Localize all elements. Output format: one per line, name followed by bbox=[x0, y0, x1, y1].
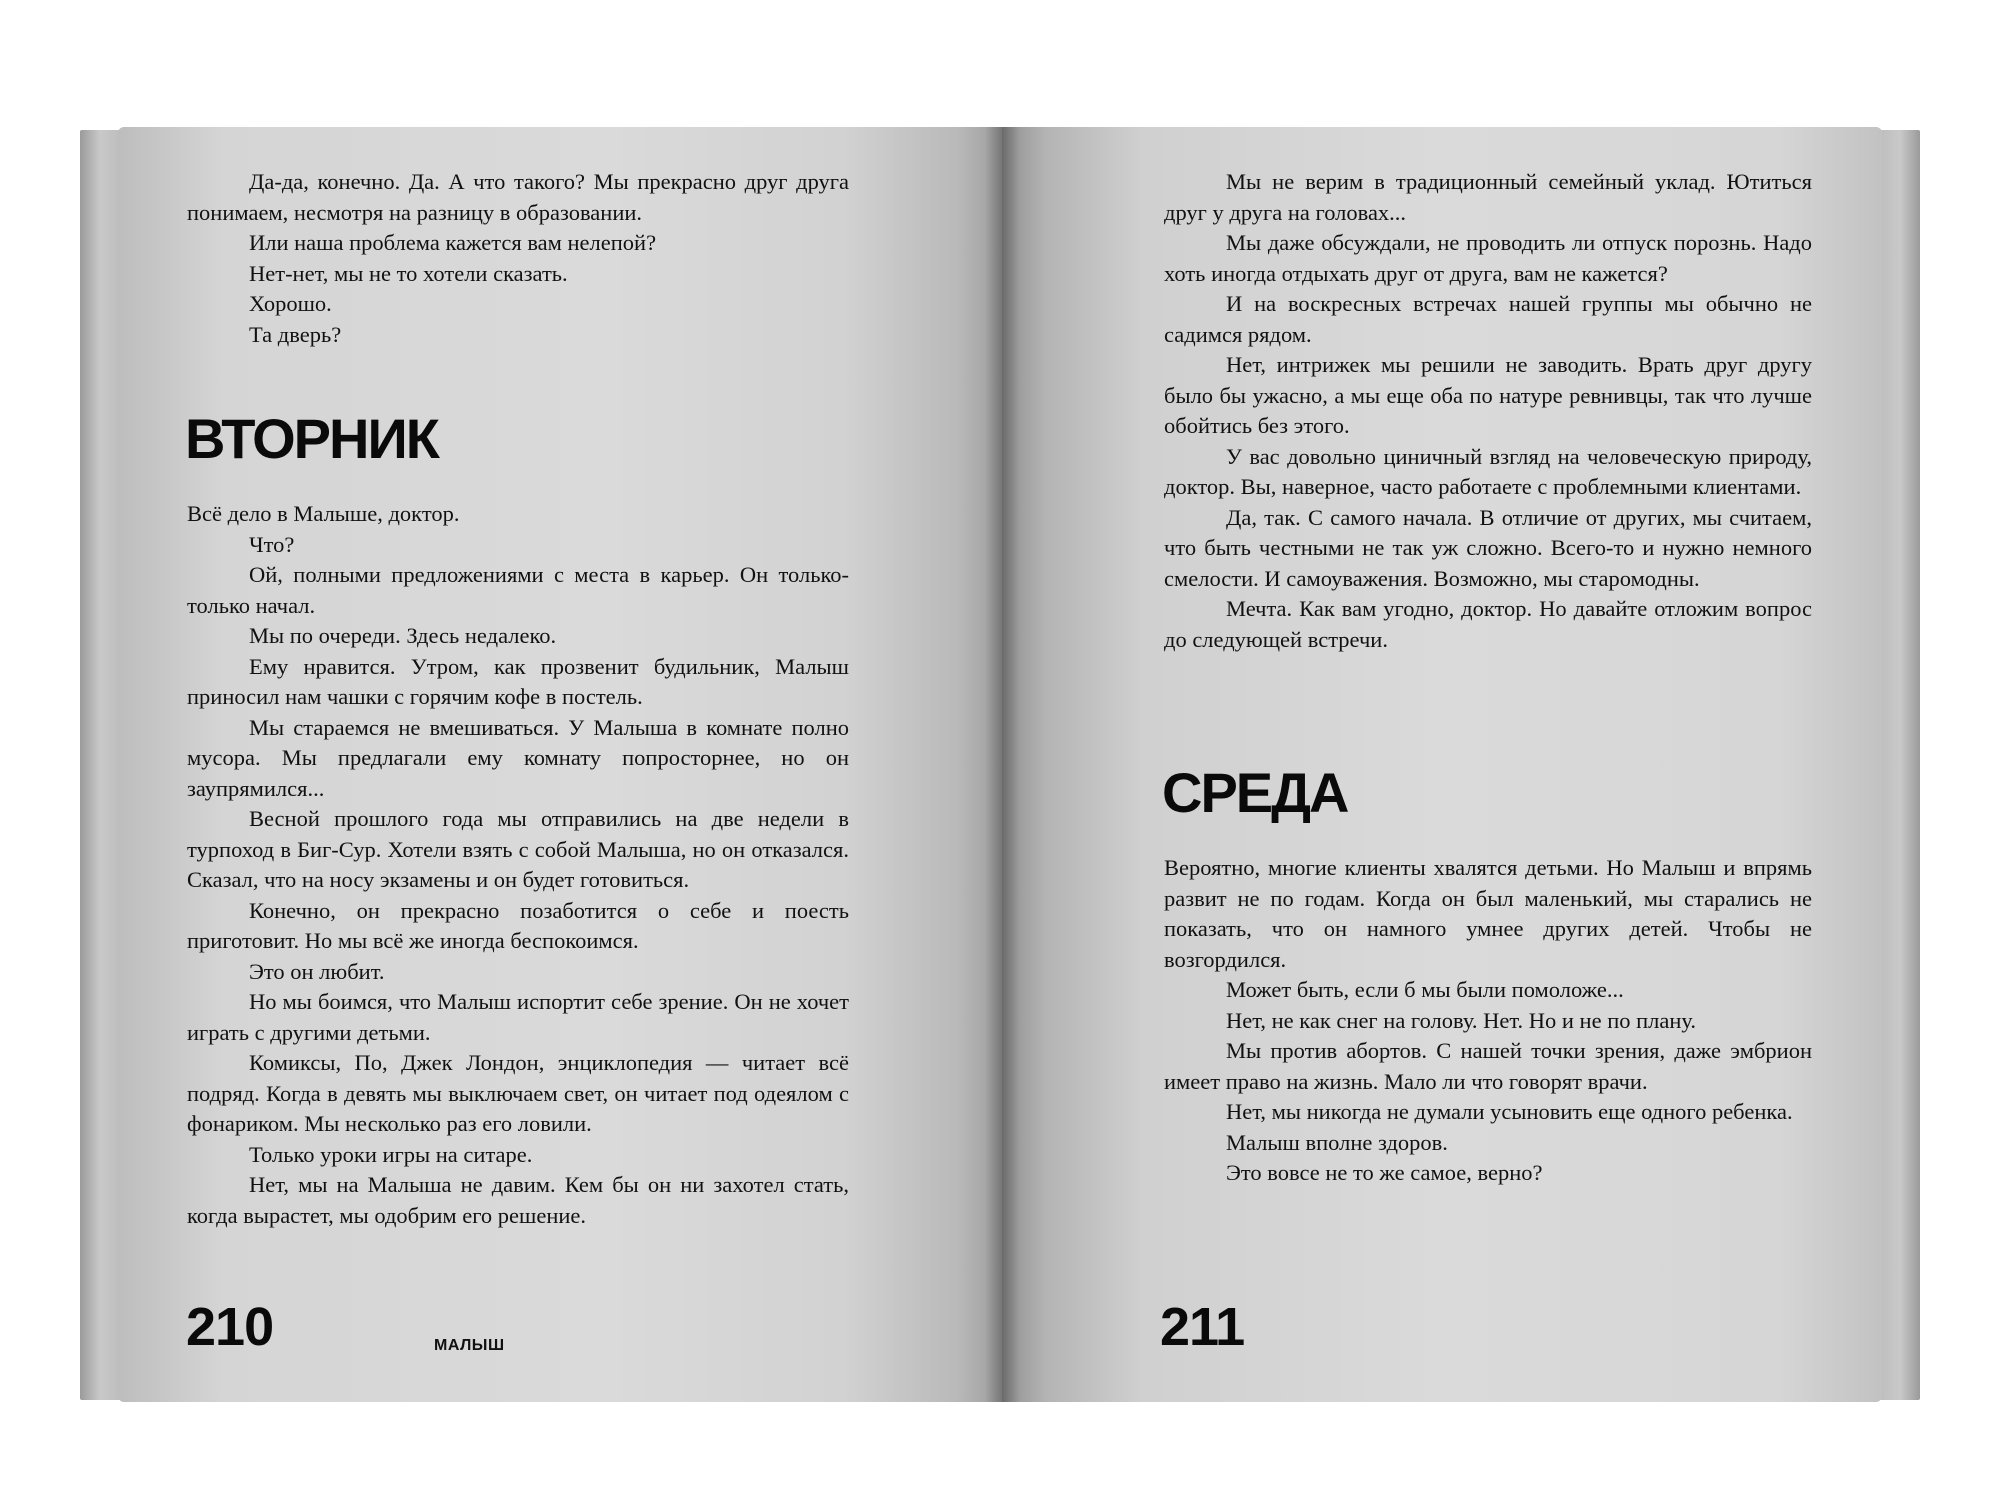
paragraph: Весной прошлого года мы отправились на две недели в турпоход в Биг-Сур. Хотели взять с собой Малыша, но он отказался. Сказал, что на носу экзамены и он будет готовиться. bbox=[187, 806, 849, 892]
paragraph: Это он любит. bbox=[249, 958, 385, 984]
paragraph: Комиксы, По, Джек Лондон, энциклопедия — читает всё подряд. Когда в девять мы выключаем свет, он читает под одеялом с фонариком. Мы несколько раз его ловили. bbox=[187, 1050, 849, 1136]
paragraph: Вероятно, многие клиенты хвалятся детьми. Но Малыш и впрямь развит не по годам. Когда он был маленький, мы старались не показать, что он намного умнее других детей. Чтобы не возгордился. bbox=[1164, 855, 1812, 972]
book-gutter bbox=[985, 127, 1020, 1402]
paragraph: Всё дело в Малыше, доктор. bbox=[187, 501, 460, 526]
page-number-left: 210 bbox=[186, 1297, 274, 1357]
left-body-text bbox=[187, 499, 849, 1231]
paragraph: Мы даже обсуждали, не проводить ли отпуск порознь. Надо хоть иногда отдыхать друг от друга, вам не кажется? bbox=[1164, 230, 1812, 286]
paragraph: Ему нравится. Утром, как прозвенит будильник, Малыш приносил нам чашки с горячим кофе в постель. bbox=[187, 653, 849, 709]
section-heading-wednesday: СРЕДА bbox=[1162, 761, 1348, 824]
paragraph: Конечно, он прекрасно позаботится о себе и поесть приготовит. Но мы всё же иногда беспокоимся. bbox=[187, 897, 849, 953]
paragraph: Нет, мы на Малыша не давим. Кем бы он ни захотел стать, когда вырастет, мы одобрим его решение. bbox=[187, 1172, 849, 1228]
left-intro-text bbox=[187, 167, 849, 350]
paragraph: Только уроки игры на ситаре. bbox=[249, 1141, 533, 1167]
paragraph: Нет-нет, мы не то хотели сказать. bbox=[249, 260, 568, 286]
paragraph: Мечта. Как вам угодно, доктор. Но давайте отложим вопрос до следующей встречи. bbox=[1164, 596, 1812, 652]
page-number-right: 211 bbox=[1160, 1297, 1245, 1357]
paragraph: Та дверь? bbox=[249, 321, 342, 347]
paragraph: Да-да, конечно. Да. А что такого? Мы прекрасно друг друга понимаем, несмотря на разницу в образовании. bbox=[187, 169, 849, 225]
right-intro-text bbox=[1164, 167, 1812, 655]
paragraph: Нет, интрижек мы решили не заводить. Врать друг другу было бы ужасно, а мы еще оба по натуре ревнивцы, так что лучше обойтись без этого. bbox=[1164, 352, 1812, 438]
paragraph: Мы по очереди. Здесь недалеко. bbox=[249, 623, 557, 648]
running-head: МАЛЫШ bbox=[434, 1337, 505, 1354]
paragraph: У вас довольно циничный взгляд на человеческую природу, доктор. Вы, наверное, часто работаете с проблемными клиентами. bbox=[1164, 443, 1812, 499]
section-heading-tuesday: ВТОРНИК bbox=[185, 407, 438, 470]
paragraph: Да, так. С самого начала. В отличие от других, мы считаем, что быть честными не так уж сложно. Всего-то и нужно немного смелости. И самоуважения. Возможно, мы старомодны. bbox=[1164, 504, 1812, 591]
paragraph: Мы стараемся не вмешиваться. У Малыша в комнате полно мусора. Мы предлагали ему комнату попросторнее, но он заупрямился... bbox=[187, 714, 849, 801]
paragraph: Что? bbox=[249, 531, 295, 557]
paragraph: Мы против абортов. С нашей точки зрения, даже эмбрион имеет право на жизнь. Мало ли что говорят врачи. bbox=[1164, 1038, 1812, 1094]
paragraph: Ой, полными предложениями с места в карьер. Он только-только начал. bbox=[187, 562, 849, 618]
paragraph: Нет, не как снег на голову. Нет. Но и не по плану. bbox=[1226, 1007, 1697, 1033]
paragraph: Хорошо. bbox=[249, 291, 332, 316]
paragraph: И на воскресных встречах нашей группы мы обычно не садимся рядом. bbox=[1164, 291, 1812, 347]
right-body-text bbox=[1164, 853, 1812, 1189]
paragraph: Малыш вполне здоров. bbox=[1226, 1129, 1448, 1155]
paragraph: Нет, мы никогда не думали усыновить еще одного ребенка. bbox=[1226, 1099, 1793, 1124]
right-page bbox=[1002, 127, 1882, 1402]
paragraph: Это вовсе не то же самое, верно? bbox=[1226, 1160, 1543, 1185]
paragraph: Но мы боимся, что Малыш испортит себе зрение. Он не хочет играть с другими детьми. bbox=[187, 989, 849, 1045]
paragraph: Может быть, если б мы были помоложе... bbox=[1226, 977, 1624, 1002]
paragraph: Или наша проблема кажется вам нелепой? bbox=[249, 230, 657, 255]
paragraph: Мы не верим в традиционный семейный уклад. Ютиться друг у друга на головах... bbox=[1164, 169, 1812, 225]
left-page bbox=[118, 127, 1002, 1402]
